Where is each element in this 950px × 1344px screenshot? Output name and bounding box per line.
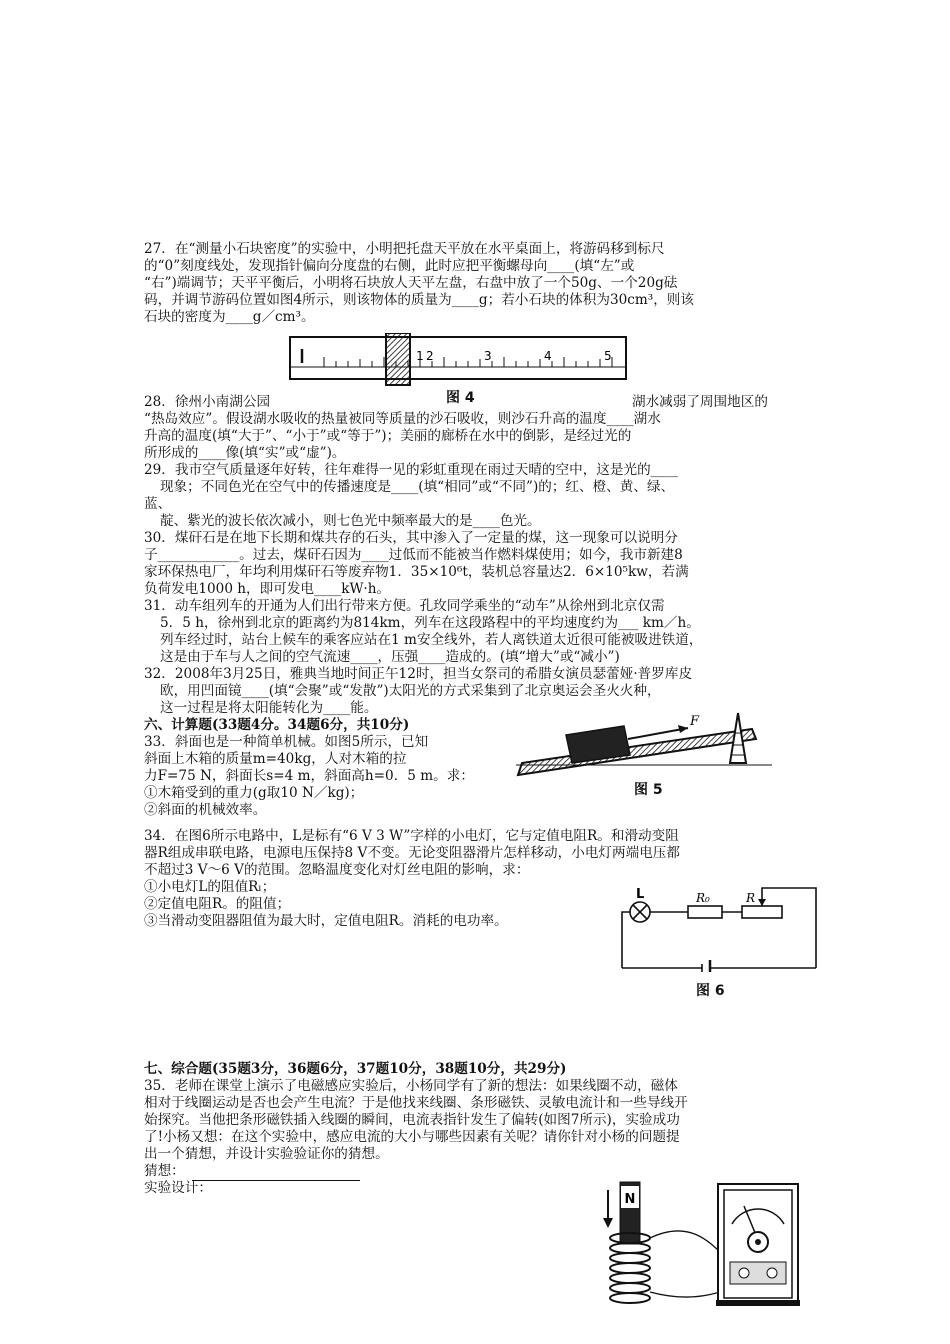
scale-tick-3: 3 bbox=[484, 349, 492, 363]
lamp-label: L bbox=[636, 887, 645, 902]
q35-line-1: 35．老师在课堂上演示了电磁感应实验后，小杨同学有了新的想法：如果线圈不动，磁体 bbox=[144, 1078, 678, 1094]
q33-line-4: ①木箱受到的重力(g取10 N／kg)； bbox=[144, 785, 364, 801]
q33-line-5: ②斜面的机械效率。 bbox=[144, 802, 267, 818]
q30-line-1: 30．煤矸石是在地下长期和煤共存的石头，其中渗入了一定量的煤，这一现象可以说明分 bbox=[144, 530, 678, 546]
r-label: R bbox=[746, 891, 756, 905]
figure-6-caption: 图 6 bbox=[696, 983, 725, 999]
rider-weight bbox=[386, 333, 410, 385]
figure-5-caption: 图 5 bbox=[634, 782, 663, 798]
q35-line-5: 出一个猜想，并设计实验验证你的猜想。 bbox=[144, 1146, 389, 1162]
q35-line-3: 始探究。当他把条形磁铁插入线圈的瞬间，电流表指针发生了偏转(如图7所示)，实验成功 bbox=[144, 1112, 680, 1128]
figure-4-caption: 图 4 bbox=[446, 390, 475, 406]
q34-line-3: 不超过3 V～6 V的范围。忽略温度变化对灯丝电阻的影响，求： bbox=[144, 862, 530, 878]
q28-line-1b: 湖水减弱了周围地区的 bbox=[632, 394, 768, 410]
scale-tick-4: 4 bbox=[544, 349, 552, 363]
figure-7-induction bbox=[598, 1180, 810, 1310]
q28-line-4: 所形成的____像(填“实”或“虚”)。 bbox=[144, 445, 346, 461]
q32-line-1: 32．2008年3月25日，雅典当地时间正午12时，担当女祭司的希腊女演员瑟蕾娅·普罗库皮 bbox=[144, 666, 693, 682]
q28-line-3: 升高的温度(填“大于”、“小于”或“等于”)；美丽的廊桥在水中的倒影，是经过光的 bbox=[144, 428, 632, 444]
q27-line-3: “右”)端调节；天平平衡后，小明将石块放人天平左盘，右盘中放了一个50g、一个20g砝 bbox=[144, 275, 678, 291]
q33-line-2: 斜面上木箱的质量m=40kg，人对木箱的拉 bbox=[144, 751, 407, 767]
q31-line-4: 这是由于车与人之间的空气流速____，压强____造成的。(填“增大”或“减小”) bbox=[160, 649, 620, 665]
q32-line-3: 这一过程是将太阳能转化为____能。 bbox=[160, 700, 378, 716]
q29-line-1: 29．我市空气质量逐年好转，往年难得一见的彩虹重现在雨过天晴的空中，这是光的____ bbox=[144, 462, 678, 478]
q34-line-4: ①小电灯L的阻值Rₗ； bbox=[144, 879, 276, 895]
q27-line-5: 石块的密度为____g／cm³。 bbox=[144, 309, 315, 325]
galvanometer bbox=[716, 1184, 800, 1306]
q33-line-3: 力F=75 N，斜面长s=4 m，斜面高h=0．5 m。求： bbox=[144, 768, 474, 784]
section-7-title: 七、综合题(35题3分，36题6分，37题10分，38题10分，共29分) bbox=[144, 1061, 567, 1077]
figure-6-circuit bbox=[616, 876, 830, 972]
q31-line-1: 31．动车组列车的开通为人们出行带来方便。孔玫同学乘坐的“动车”从徐州到北京仅需 bbox=[144, 598, 665, 614]
q34-line-1: 34．在图6所示电路中，L是标有“6 V 3 W”字样的小电灯，它与定值电阻R。和滑动变阻 bbox=[144, 828, 679, 844]
scale-tick-5: 5 bbox=[604, 349, 612, 363]
scale-tick-2: 2 bbox=[426, 349, 434, 363]
guess-label: 猜想： bbox=[144, 1163, 185, 1179]
q34-line-5: ②定值电阻R。的阻值； bbox=[144, 896, 291, 912]
q31-line-3: 列车经过时，站台上候车的乘客应站在1 m安全线外，若人离铁道太近很可能被吸进铁道， bbox=[160, 632, 703, 648]
section-6-title: 六、计算题(33题4分。34题6分，共10分) bbox=[144, 717, 410, 733]
q27-line-4: 码，并调节游码位置如图4所示，则该物体的质量为____g；若小石块的体积为30cm³，则该 bbox=[144, 292, 694, 308]
guess-answer-line[interactable] bbox=[192, 1180, 360, 1181]
design-label: 实验设计： bbox=[144, 1180, 212, 1196]
q27-line-2: 的“0”刻度线处，发现指针偏向分度盘的右侧，此时应把平衡螺母向____(填“左”或 bbox=[144, 258, 635, 274]
q30-line-3: 家环保热电厂，年均利用煤矸石等废弃物1．35×10⁶t，装机总容量达2．6×10⁵kw，若满 bbox=[144, 564, 689, 580]
q29-line-2: 现象；不同色光在空气中的传播速度是____(填“相同”或“不同”)的；红、橙、黄、绿、 bbox=[160, 479, 675, 495]
coil bbox=[610, 1233, 650, 1303]
q28-line-1a: 28．徐州小南湖公园 bbox=[144, 394, 271, 410]
r0-label: R₀ bbox=[696, 891, 710, 905]
scale-tick-1: 1 bbox=[416, 349, 424, 363]
q28-line-2: “热岛效应”。假设湖水吸收的热量被同等质量的沙石吸收，则沙石升高的温度____湖水 bbox=[144, 411, 661, 427]
q30-line-2: 子____________。过去，煤矸石因为____过低而不能被当作燃料煤使用；如今，我市新建8 bbox=[144, 547, 683, 563]
q34-line-2: 器R组成串联电路，电源电压保持8 V不变。无论变阻器滑片怎样移动，小电灯两端电压都 bbox=[144, 845, 680, 861]
q34-line-6: ③当滑动变阻器阻值为最大时，定值电阻R。消耗的电功率。 bbox=[144, 913, 508, 929]
q29-line-3: 蓝、 bbox=[144, 496, 172, 512]
force-label: F bbox=[690, 714, 700, 729]
magnet-n-label: N bbox=[624, 1192, 636, 1207]
q31-line-2: 5．5 h，徐州到北京的距离约为814km，列车在这段路程中的平均速度约为___ km／h。 bbox=[160, 615, 700, 631]
q32-line-2: 欧，用凹面镜____(填“会聚”或“发散”)太阳光的方式采集到了北京奥运会圣火火种， bbox=[160, 683, 661, 699]
q33-line-1: 33．斜面也是一种简单机械。如图5所示，已知 bbox=[144, 734, 429, 750]
q35-line-4: 了!小杨又想：在这个实验中，感应电流的大小与哪些因素有关呢？请你针对小杨的问题提 bbox=[144, 1129, 680, 1145]
q29-line-4: 靛、紫光的波长依次减小，则七色光中频率最大的是____色光。 bbox=[160, 513, 541, 529]
q35-line-2: 相对于线圈运动是否也会产生电流？于是他找来线圈、条形磁铁、灵敏电流计和一些导线开 bbox=[144, 1095, 688, 1111]
q30-line-4: 负荷发电1000 h，即可发电____kW·h。 bbox=[144, 581, 391, 597]
q27-line-1: 27．在“测量小石块密度”的实验中，小明把托盘天平放在水平桌面上，将游码移到标尺 bbox=[144, 241, 665, 257]
